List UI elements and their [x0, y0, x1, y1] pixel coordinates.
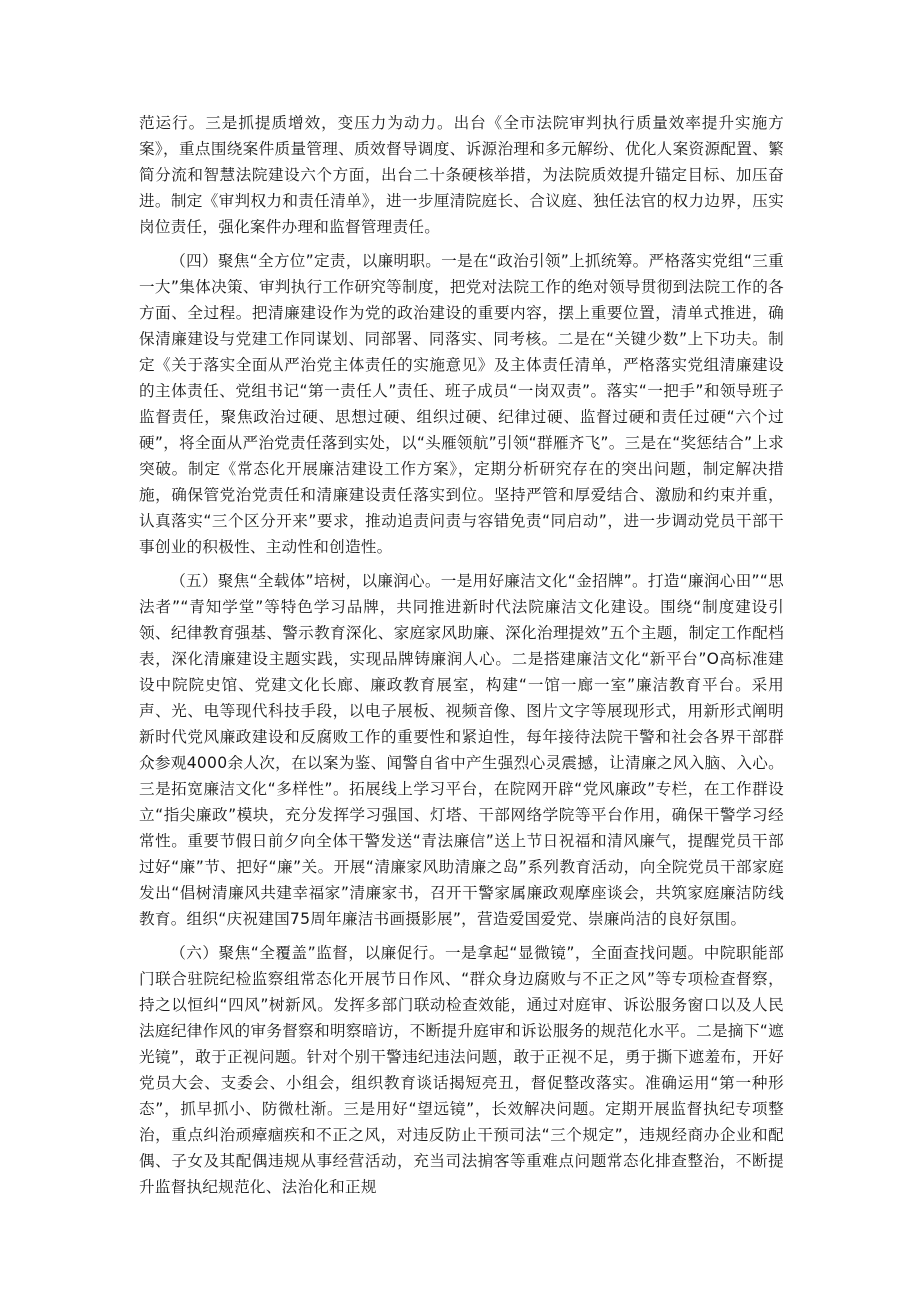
- document-page: [139, 110, 784, 1200]
- paragraph-section-four: （四）聚焦“全方位”定责，以廉明职。一是在“政治引领”上抓统筹。严格落实党组“三重一大”集体决策、审判执行工作研究等制度，把党对法院工作的绝对领导贯彻到法院工作的各方面、全过程。把清廉建设作为党的政治建设的重要内容，摆上重要位置，清单式推进，确保清廉建设与党建工作同谋划、同部署、同落实、同考核。二是在“关键少数”上下功夫。制定《关于落实全面从严治党主体责任的实施意见》及主体责任清单，严格落实党组清廉建设的主体责任、党组书记“第一责任人”责任、班子成员“一岗双责”。落实“一把手”和领导班子监督责任，聚焦政治过硬、思想过硬、组织过硬、纪律过硬、监督过硬和责任过硬“六个过硬”，将全面从严治党责任落到实处，以“头雁领航”引领“群雁齐飞”。三是在“奖惩结合”上求突破。制定《常态化开展廉洁建设工作方案》，定期分析研究存在的突出问题，制定解决措施，确保管党治党责任和清廉建设责任落实到位。坚持严管和厚爱结合、激励和约束并重，认真落实“三个区分开来”要求，推动追责问责与容错免责“同启动”，进一步调动党员干部干事创业的积极性、主动性和创造性。: [139, 252, 784, 556]
- paragraph-continuation: 范运行。三是抓提质增效，变压力为动力。出台《全市法院审判执行质量效率提升实施方案》，重点围绕案件质量管理、质效督导调度、诉源治理和多元解纷、优化人案资源配置、繁简分流和智慧法院建设六个方面，出台二十条硬核举措，为法院质效提升锚定目标、加压奋进。制定《审判权力和责任清单》，进一步厘清院庭长、合议庭、独任法官的权力边界，压实岗位责任，强化案件办理和监督管理责任。: [139, 114, 784, 236]
- paragraph-section-five: （五）聚焦“全载体”培树，以廉润心。一是用好廉洁文化“金招牌”。打造“廉润心田”“思法者”“青知学堂”等特色学习品牌，共同推进新时代法院廉洁文化建设。围绕“制度建设引领、纪律教育强基、警示教育深化、家庭家风助廉、深化治理提效”五个主题，制定工作配档表，深化清廉建设主题实践，实现品牌铸廉润人心。二是搭建廉洁文化“新平台”O高标准建设中院院史馆、党建文化长廊、廉政教育展室，构建“一馆一廊一室”廉洁教育平台。采用声、光、电等现代科技手段，以电子展板、视频音像、图片文字等展现形式，用新形式阐明新时代党风廉政建设和反腐败工作的重要性和紧迫性，每年接待法院干警和社会各界干部群众参观4000余人次，在以案为鉴、闻警自省中产生强烈心灵震撼，让清廉之风入脑、入心。三是拓宽廉洁文化“多样性”。拓展线上学习平台，在院网开辟“党风廉政”专栏，在工作群设立“指尖廉政”模块，充分发挥学习强国、灯塔、干部网络学院等平台作用，确保干警学习经常性。重要节假日前夕向全体干警发送“青法廉信”送上节日祝福和清风廉气，提醒党员干部过好“廉”节、把好“廉”关。开展“清廉家风助清廉之岛”系列教育活动，向全院党员干部家庭发出“倡树清廉风共建幸福家”清廉家书，召开干警家属廉政观摩座谈会，共筑家庭廉洁防线教育。组织“庆祝建国75周年廉洁书画摄影展”，营造爱国爱党、崇廉尚洁的良好氛围。: [139, 572, 784, 928]
- paragraph-section-six: （六）聚焦“全覆盖”监督，以廉促行。一是拿起“显微镜”，全面查找问题。中院职能部门联合驻院纪检监察组常态化开展节日作风、“群众身边腐败与不正之风”等专项检查督察，持之以恒纠“四风”树新风。发挥多部门联动检查效能，通过对庭审、诉讼服务窗口以及人民法庭纪律作风的审务督察和明察暗访，不断提升庭审和诉讼服务的规范化水平。二是摘下“遮光镜”，敢于正视问题。针对个别干警违纪违法问题，敢于正视不足，勇于撕下遮羞布，开好党员大会、支委会、小组会，组织教育谈话揭短亮丑，督促整改落实。准确运用“第一种形态”，抓早抓小、防微杜渐。三是用好“望远镜”，长效解决问题。定期开展监督执纪专项整治，重点纠治顽瘴痼疾和不正之风，对违反防止干预司法“三个规定”，违规经商办企业和配偶、子女及其配偶违规从事经营活动，充当司法掮客等重难点问题常态化排查整治，不断提升监督执纪规范化、法治化和正规: [139, 944, 784, 1196]
